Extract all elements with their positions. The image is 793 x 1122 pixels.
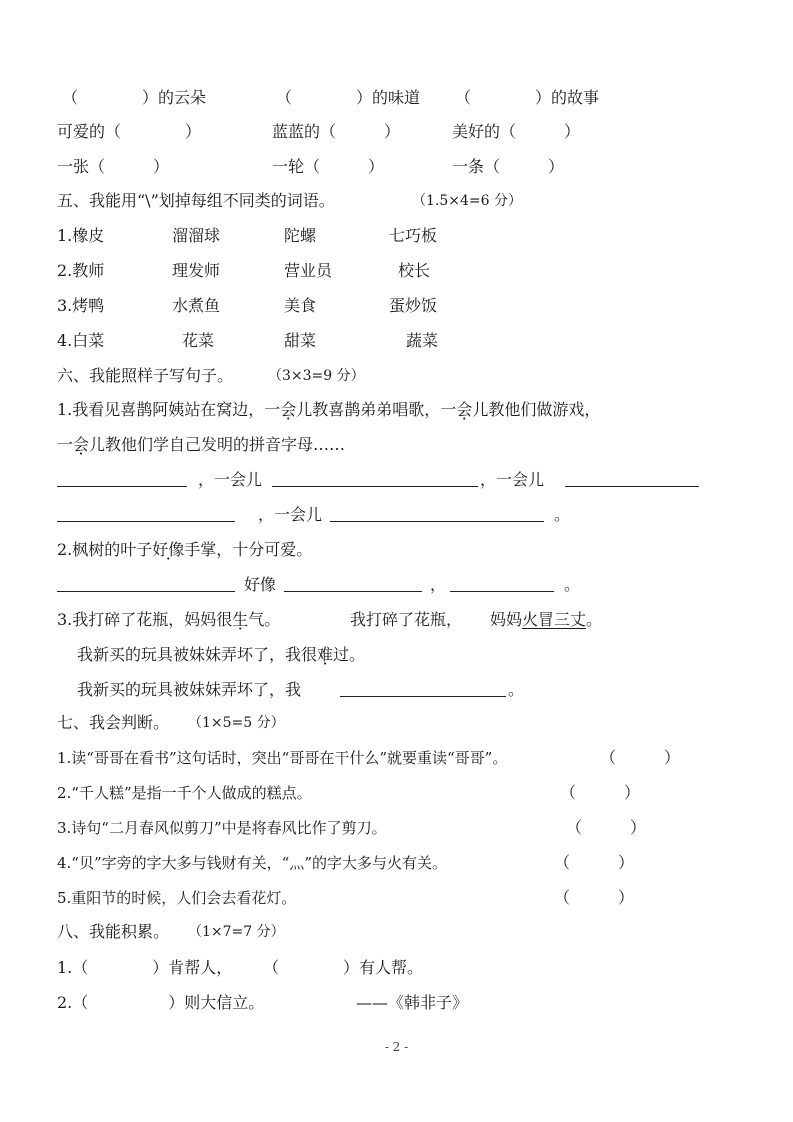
section-title: 八、我能积累。 <box>57 922 170 941</box>
fill-sep: ，一会儿 <box>258 505 323 524</box>
q4-item: （ ）的味道 <box>276 88 421 107</box>
judge-paren[interactable]: （ ） <box>554 853 635 872</box>
answer-blank[interactable] <box>284 575 422 592</box>
word: 2.教师 <box>57 261 105 280</box>
answer-blank[interactable] <box>450 575 554 592</box>
q4-item: 可爱的（ ） <box>57 122 202 141</box>
section-title: 五、我能用“\”划掉每组不同类的词语。 <box>57 191 335 210</box>
word: 营业员 <box>284 261 333 280</box>
fill-sep: ，一会儿 <box>198 470 263 489</box>
q4-item: （ ）的故事 <box>455 88 600 107</box>
section-title: 六、我能照样子写句子。 <box>57 366 234 385</box>
q4-item: 一轮（ ） <box>272 157 385 176</box>
word: 蛋炒饭 <box>389 296 438 315</box>
word: 校长 <box>398 261 431 280</box>
sentence-text: 2.枫树的叶子好像手掌，十分可爱。 <box>57 540 313 559</box>
dotted-emphasis: 一会儿 <box>264 400 313 419</box>
judge-text: 3.诗句“二月春风似剪刀”中是将春风比作了剪刀。 <box>57 819 387 837</box>
q4-item: （ ）的云朵 <box>62 88 207 107</box>
fill-comma: ， <box>430 575 447 594</box>
fill-sep: ，一会儿 <box>480 470 545 489</box>
word: 1.橡皮 <box>57 226 105 245</box>
word: 七巧板 <box>389 226 438 245</box>
word: 理发师 <box>172 261 221 280</box>
section-score: （1×7=7 分） <box>188 924 285 940</box>
answer-blank[interactable] <box>57 505 235 522</box>
judge-paren[interactable]: （ ） <box>554 888 635 907</box>
answer-blank[interactable] <box>330 505 544 522</box>
q4-item: 一张（ ） <box>57 157 170 176</box>
sentence-text: 我新买的玩具被妹妹弄坏了，我很难过。 <box>77 645 366 664</box>
dotted-emphasis: 好像 <box>152 540 185 559</box>
judge-paren[interactable]: （ ） <box>600 748 681 767</box>
judge-text: 2.“千人糕”是指一千个人做成的糕点。 <box>57 784 312 802</box>
word: 陀螺 <box>284 226 317 245</box>
word: 3.烤鸭 <box>57 296 105 315</box>
dotted-emphasis: 一会儿 <box>440 400 489 419</box>
judge-paren[interactable]: （ ） <box>560 783 641 802</box>
q4-item: 一条（ ） <box>452 157 565 176</box>
judge-text: 4.“贝”字旁的字大多与钱财有关，“灬”的字大多与火有关。 <box>57 854 447 872</box>
word: 溜溜球 <box>172 226 221 245</box>
sentence-text: 3.我打碎了花瓶，妈妈很生气。 <box>57 610 281 629</box>
word: 蔬菜 <box>406 331 439 350</box>
fill-end: 。 <box>564 575 581 594</box>
underlined-phrase: 火冒三丈 <box>522 610 587 629</box>
sentence-text: 我新买的玩具被妹妹弄坏了，我 <box>77 680 302 699</box>
word: 花菜 <box>182 331 215 350</box>
fill-end: 。 <box>508 680 525 699</box>
fill-text: 2.（ ）则大信立。 <box>57 993 265 1012</box>
source-citation: ——《韩非子》 <box>356 993 469 1012</box>
sentence-text: 妈妈火冒三丈。 <box>490 610 603 629</box>
fill-text: 1.（ ）肯帮人， <box>57 958 233 977</box>
dotted-emphasis: 很难过 <box>301 645 350 664</box>
fill-text: （ ）有人帮。 <box>263 958 424 977</box>
answer-blank[interactable] <box>57 575 235 592</box>
word: 甜菜 <box>284 331 317 350</box>
judge-text: 1.读“哥哥在看书”这句话时，突出“哥哥在干什么”就要重读“哥哥”。 <box>57 749 508 767</box>
answer-blank[interactable] <box>340 680 506 697</box>
answer-blank[interactable] <box>565 470 699 487</box>
page-number: - 2 - <box>384 1040 409 1054</box>
judge-paren[interactable]: （ ） <box>566 818 647 837</box>
section-score: （1.5×4=6 分） <box>412 193 522 209</box>
fill-end: 。 <box>554 505 571 524</box>
sentence-text: 1.我看见喜鹊阿姨站在窝边，一会儿教喜鹊弟弟唱歌，一会儿教他们做游戏， <box>57 400 601 419</box>
q4-item: 蓝蓝的（ ） <box>272 122 401 141</box>
answer-blank[interactable] <box>272 470 478 487</box>
word: 水煮鱼 <box>172 296 221 315</box>
word: 4.白菜 <box>57 331 105 350</box>
q4-item: 美好的（ ） <box>452 122 581 141</box>
section-score: （3×3=9 分） <box>268 368 365 384</box>
section-score: （1×5=5 分） <box>188 715 285 731</box>
section-title: 七、我会判断。 <box>57 713 170 732</box>
dotted-emphasis: 一会儿 <box>57 435 106 454</box>
answer-blank[interactable] <box>57 470 187 487</box>
dotted-emphasis: 很生气 <box>216 610 265 629</box>
word: 美食 <box>284 296 317 315</box>
fill-mid: 好像 <box>244 575 277 594</box>
sentence-text: 我打碎了花瓶， <box>350 610 463 629</box>
sentence-text: 一会儿教他们学自己发明的拼音字母…… <box>57 435 346 454</box>
judge-text: 5.重阳节的时候，人们会去看花灯。 <box>57 889 297 907</box>
